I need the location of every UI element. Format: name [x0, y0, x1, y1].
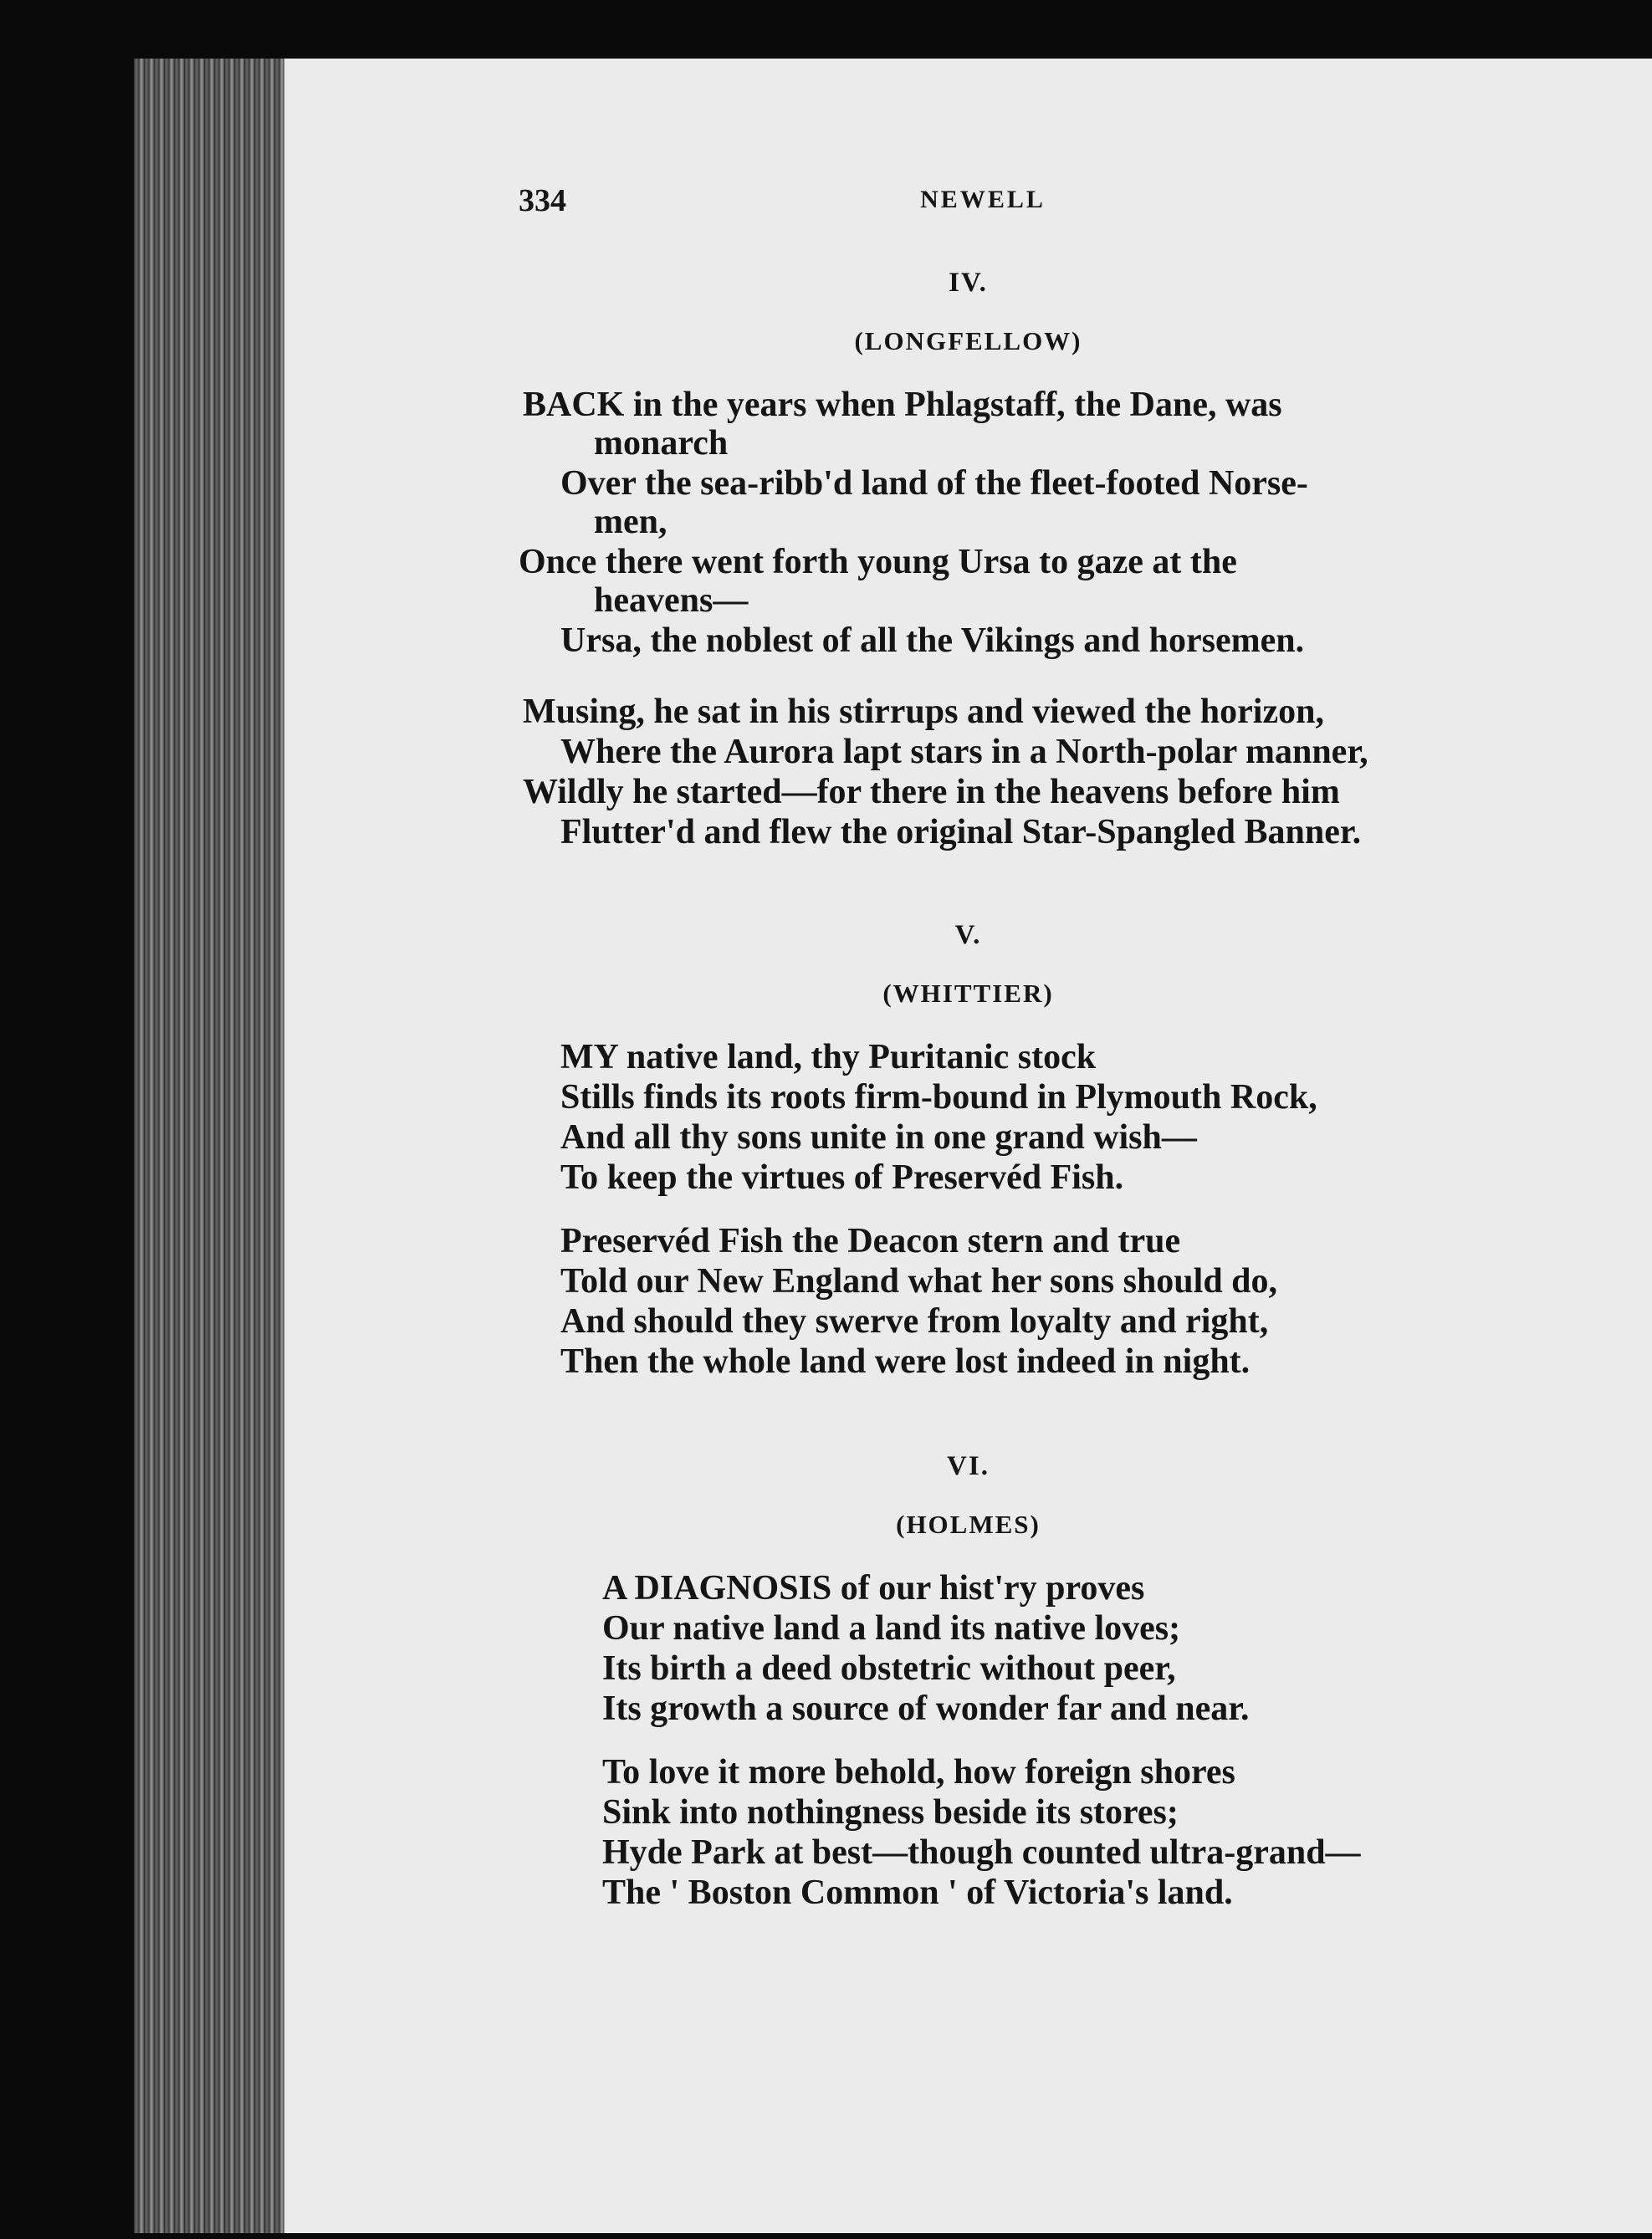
verse-line: BACK in the years when Phlagstaff, the Dane, was — [523, 386, 1282, 424]
verse-line: Hyde Park at best—though counted ultra-grand— — [602, 1833, 1361, 1872]
verse-line: The ' Boston Common ' of Victoria's land. — [602, 1874, 1233, 1912]
verse-line: And all thy sons unite in one grand wish— — [560, 1118, 1197, 1157]
verse-line: Ursa, the noblest of all the Vikings and horsemen. — [560, 621, 1305, 660]
verse-line: Then the whole land were lost indeed in night. — [560, 1342, 1251, 1381]
verse-line: Sink into nothingness beside its stores; — [602, 1793, 1179, 1832]
verse-line: men, — [594, 503, 667, 541]
page-content — [284, 59, 1652, 2233]
section-poet: (LONGFELLOW) — [854, 326, 1082, 355]
book-page-edge — [134, 59, 301, 2233]
verse-line: To love it more behold, how foreign shores — [602, 1753, 1235, 1792]
section-numeral: V. — [954, 920, 982, 950]
verse-line: Its birth a deed obstetric without peer, — [602, 1649, 1176, 1688]
verse-line: Told our New England what her sons should do, — [560, 1262, 1278, 1301]
verse-line: And should they swerve from loyalty and right, — [560, 1302, 1269, 1341]
section-poet: (WHITTIER) — [882, 979, 1054, 1008]
section-poet: (HOLMES) — [896, 1510, 1041, 1539]
verse-line: To keep the virtues of Preservéd Fish. — [560, 1158, 1124, 1197]
verse-line: heavens— — [594, 581, 749, 620]
page-paper — [284, 59, 1652, 2233]
running-title: NEWELL — [920, 186, 1046, 213]
verse-line: A DIAGNOSIS of our hist'ry proves — [602, 1569, 1145, 1608]
verse-line: Preservéd Fish the Deacon stern and true — [560, 1222, 1181, 1260]
verse-line: Musing, he sat in his stirrups and viewed the horizon, — [523, 693, 1324, 731]
verse-line: MY native land, thy Puritanic stock — [560, 1038, 1097, 1076]
page-number: 334 — [519, 183, 566, 218]
verse-line: Flutter'd and flew the original Star-Spangled Banner. — [560, 813, 1362, 851]
verse-line: Our native land a land its native loves; — [602, 1609, 1181, 1648]
verse-line: Once there went forth young Ursa to gaze at the — [519, 543, 1237, 581]
running-head — [519, 182, 1447, 233]
section-numeral: IV. — [949, 268, 988, 298]
verse-line: Its growth a source of wonder far and near. — [602, 1689, 1250, 1728]
verse-line: Over the sea-ribb'd land of the fleet-footed Norse- — [560, 464, 1308, 503]
section-numeral: VI. — [947, 1451, 990, 1481]
verse-line: Wildly he started—for there in the heavens before him — [523, 773, 1340, 811]
verse-line: Where the Aurora lapt stars in a North-polar manner, — [560, 733, 1368, 771]
verse-line: Stills finds its roots firm-bound in Plymouth Rock, — [560, 1078, 1317, 1117]
verse-line: monarch — [594, 424, 729, 463]
